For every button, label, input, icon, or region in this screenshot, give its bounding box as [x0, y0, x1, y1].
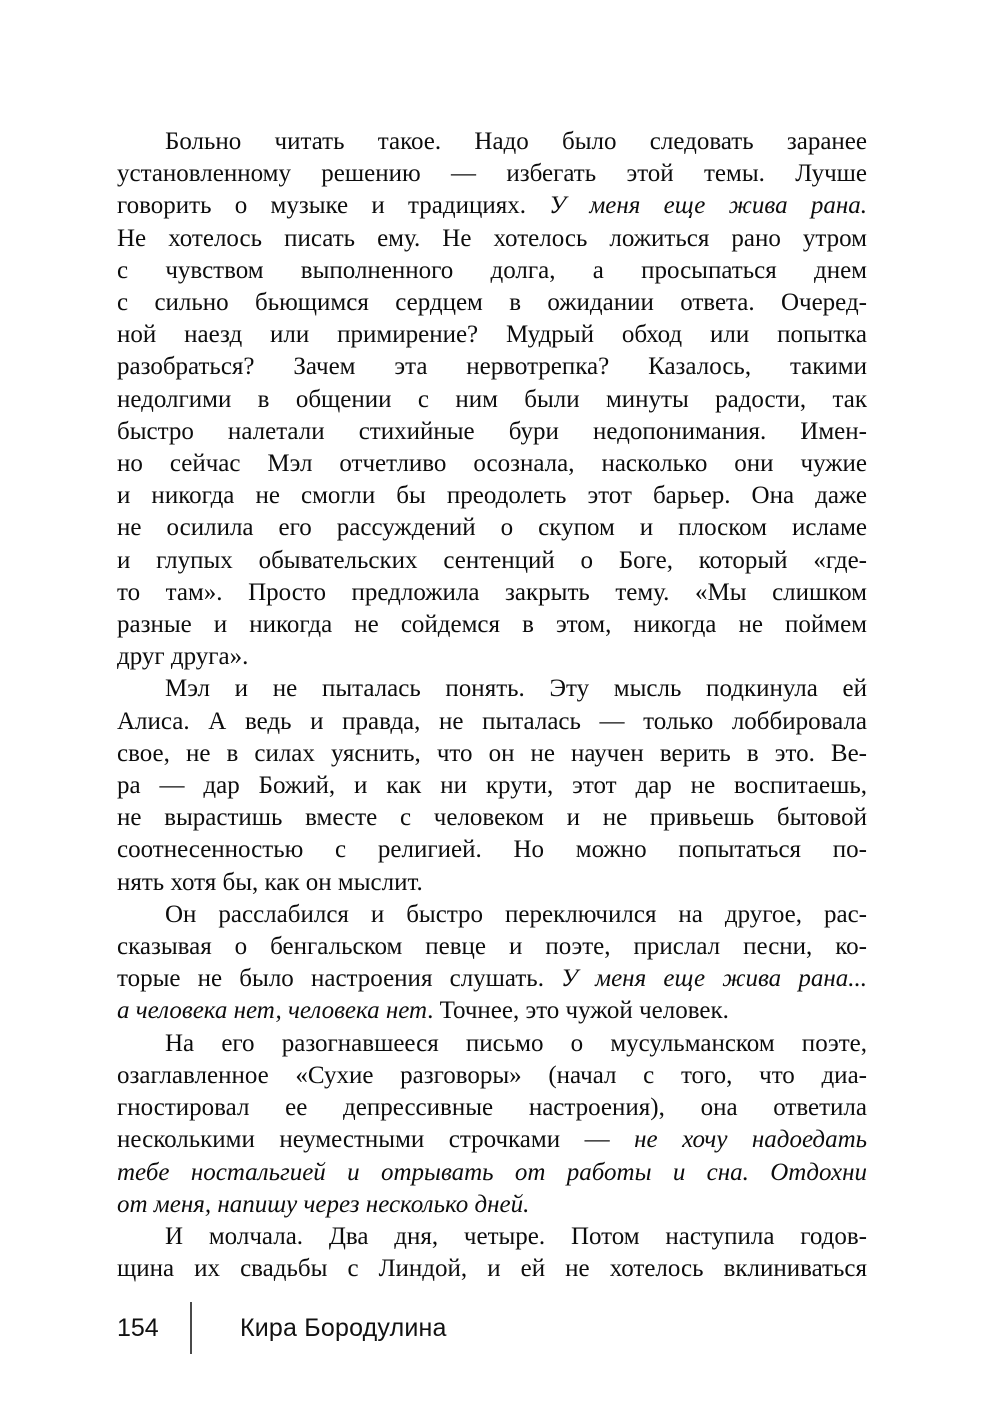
- text-line: Алиса. А ведь и правда, не пыталась — только лоббировала: [117, 707, 867, 735]
- text-line: разобраться? Зачем эта нервотрепка? Казалось, такими: [117, 353, 867, 381]
- text-line: Больно читать такое. Надо было следовать заранее: [165, 128, 867, 155]
- text-line: гностировал ее депрессивные настроения), она ответила: [117, 1094, 867, 1122]
- text-line: щина их свадьбы с Линдой, и ей не хотелось вклиниваться: [117, 1255, 867, 1283]
- text-line: ра — дар Божий, и как ни крути, этот дар не воспитаешь,: [117, 772, 867, 800]
- author-name: Кира Бородулина: [240, 1313, 447, 1342]
- text-line: не вырастишь вместе с человеком и не привьешь бытовой: [117, 804, 867, 832]
- text-line: ной наезд или примирение? Мудрый обход или попытка: [117, 321, 867, 349]
- text-line: И молчала. Два дня, четыре. Потом наступила годов-: [165, 1222, 867, 1250]
- text-line: а человека нет, человека нет. Точнее, это чужой человек.: [117, 997, 729, 1025]
- text-line: сказывая о бенгальском певце и поэте, прислал песни, ко-: [117, 933, 867, 961]
- text-line: свое, не в силах уяснить, что он не научен верить в это. Ве-: [117, 739, 867, 767]
- footer-divider: [190, 1302, 192, 1354]
- text-line: недолгими в общении с ним были минуты радости, так: [117, 385, 867, 413]
- text-line: говорить о музыке и традициях. У меня еще жива рана.: [117, 192, 867, 220]
- text-line: и глупых обывательских сентенций о Боге, который «где-: [117, 546, 867, 574]
- text-line: установленному решению — избегать этой темы. Лучше: [117, 160, 867, 188]
- text-line: соотнесенностью с религией. Но можно попытаться по-: [117, 836, 867, 864]
- text-line: разные и никогда не сойдемся в этом, никогда не поймем: [117, 611, 867, 639]
- page-number: 154: [117, 1313, 159, 1342]
- text-line: Мэл и не пыталась понять. Эту мысль подкинула ей: [165, 675, 867, 703]
- text-line: На его разогнавшееся письмо о мусульманском поэте,: [165, 1029, 867, 1057]
- text-line: озаглавленное «Сухие разговоры» (начал с того, что диа-: [117, 1061, 867, 1089]
- text-block: [117, 126, 867, 1285]
- text-line: от меня, напишу через несколько дней.: [117, 1190, 530, 1218]
- footer: [117, 1302, 447, 1354]
- text-line: друг друга».: [117, 643, 249, 671]
- text-line: Он расслабился и быстро переключился на другое, рас-: [165, 900, 867, 928]
- text-line: несколькими неуместными строчками — не хочу надоедать: [117, 1126, 867, 1154]
- text-line: то там». Просто предложила закрыть тему. «Мы слишком: [117, 578, 867, 606]
- text-line: тебе ностальгией и отрывать от работы и сна. Отдохни: [117, 1158, 867, 1186]
- text-line: Не хотелось писать ему. Не хотелось ложиться рано утром: [117, 224, 867, 252]
- text-line: нять хотя бы, как он мыслит.: [117, 868, 423, 896]
- text-line: не осилила его рассуждений о скупом и плоском исламе: [117, 514, 867, 542]
- text-line: торые не было настроения слушать. У меня еще жива рана...: [117, 965, 868, 993]
- text-line: с сильно бьющимся сердцем в ожидании ответа. Очеред-: [117, 289, 867, 317]
- text-line: но сейчас Мэл отчетливо осознала, насколько они чужие: [117, 450, 867, 478]
- text-line: с чувством выполненного долга, а просыпаться днем: [117, 256, 867, 284]
- text-line: быстро налетали стихийные бури недопонимания. Имен-: [117, 417, 867, 445]
- text-line: и никогда не смогли бы преодолеть этот барьер. Она даже: [117, 482, 867, 510]
